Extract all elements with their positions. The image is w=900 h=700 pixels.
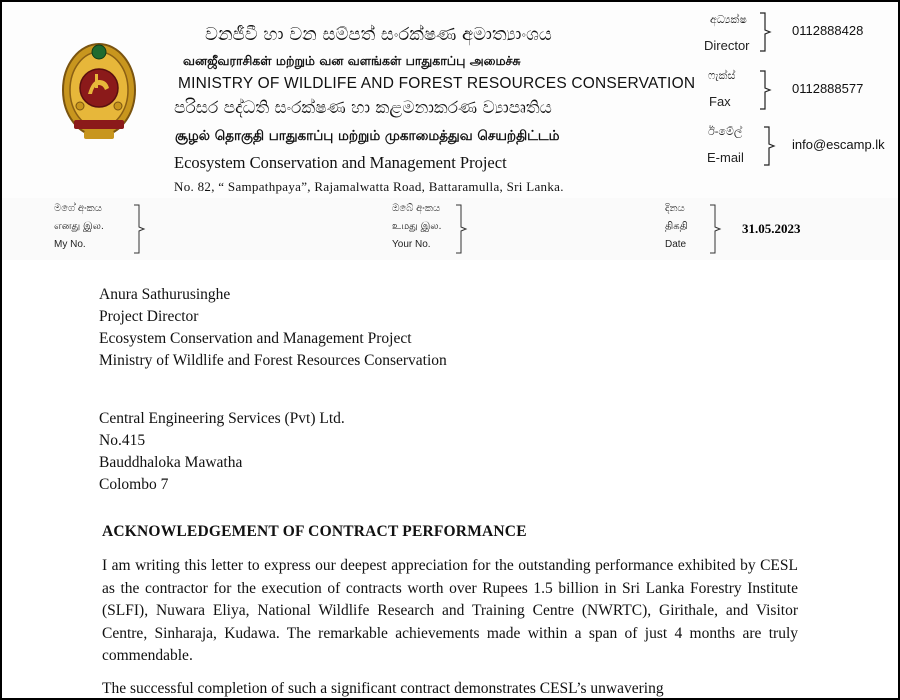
- sender-project: Ecosystem Conservation and Management Project: [99, 330, 412, 347]
- my-no-brace-icon: [132, 204, 146, 254]
- director-label: Director: [704, 38, 750, 53]
- letter-page: [2, 2, 898, 698]
- date-label-tamil: திகதி: [665, 221, 688, 232]
- letterhead: [2, 2, 898, 199]
- my-no-label-tamil: எனது இல.: [54, 221, 104, 232]
- director-label-sinhala: අධ්‍යක්ෂ: [710, 14, 747, 26]
- director-phone: 0112888428: [792, 23, 864, 38]
- sender-name: Anura Sathurusinghe: [99, 286, 231, 303]
- email-label: E-mail: [707, 150, 744, 165]
- email-address: info@escamp.lk: [792, 137, 885, 152]
- my-no-label: My No.: [54, 239, 86, 250]
- your-no-label-sinhala: ඔබේ අංකය: [392, 203, 441, 214]
- recipient-street: Bauddhaloka Mawatha: [99, 454, 243, 471]
- your-no-label-tamil: உமது இல.: [392, 221, 442, 232]
- project-name-sinhala: පරිසර පද්ධති සංරක්ෂණ හා කළමනාකරණ ව්‍යාපෘතිය: [174, 98, 552, 118]
- date-label: Date: [665, 239, 687, 250]
- your-no-label: Your No.: [392, 239, 431, 250]
- recipient-company: Central Engineering Services (Pvt) Ltd.: [99, 410, 345, 427]
- date-label-sinhala: දිනය: [665, 203, 685, 214]
- ministry-name-sinhala: වනජීවී හා වන සම්පත් සංරක්ෂණ අමාත්‍යාංශය: [205, 24, 552, 45]
- recipient-number: No.415: [99, 432, 146, 449]
- letter-subject: ACKNOWLEDGEMENT OF CONTRACT PERFORMANCE: [102, 523, 527, 540]
- director-brace-icon: [758, 12, 772, 52]
- fax-brace-icon: [758, 70, 772, 110]
- body-paragraph-1: I am writing this letter to express our deepest appreciation for the outstanding performance exhibited by CESL as the contractor for the execution of contracts worth over Rupees 1.5 billion in Sri Lanka Forestry Institute (SLFI), Nuwara Eliya, National Wildlife Research and Training Centre (NWRTC), Girithale, and Visitor Centre, Sinharaja, Kudawa. The remarkable achievements made within a span of just 4 months are truly commendable.: [102, 557, 798, 664]
- fax-label-sinhala: ෆැක්ස්: [708, 70, 736, 82]
- sender-ministry: Ministry of Wildlife and Forest Resources Conservation: [99, 352, 447, 369]
- sender-title: Project Director: [99, 308, 199, 325]
- date-brace-icon: [708, 204, 722, 254]
- email-label-sinhala: ඊ-මේල්: [708, 126, 743, 138]
- your-no-brace-icon: [454, 204, 468, 254]
- fax-number: 0112888577: [792, 81, 864, 96]
- project-name-english: Ecosystem Conservation and Management Project: [174, 153, 507, 172]
- body-paragraph-2: The successful completion of such a significant contract demonstrates CESL’s unwavering: [102, 680, 664, 697]
- sri-lanka-emblem-icon: [60, 38, 138, 144]
- my-no-label-sinhala: මගේ අංකය: [54, 203, 102, 214]
- ministry-name-english: MINISTRY OF WILDLIFE AND FOREST RESOURCES CONSERVATION: [178, 75, 696, 92]
- project-name-tamil: சூழல் தொகுதி பாதுகாப்பு மற்றும் முகாமைத்துவ செயற்திட்டம்: [175, 128, 560, 144]
- ministry-name-tamil: வனஜீவராசிகள் மற்றும் வன வளங்கள் பாதுகாப்பு அமைச்சு: [183, 53, 521, 68]
- office-address: No. 82, “ Sampathpaya”, Rajamalwatta Road, Battaramulla, Sri Lanka.: [174, 179, 564, 194]
- letter-date: 31.05.2023: [742, 221, 801, 236]
- fax-label: Fax: [709, 94, 731, 109]
- email-brace-icon: [762, 126, 776, 166]
- recipient-city: Colombo 7: [99, 476, 169, 493]
